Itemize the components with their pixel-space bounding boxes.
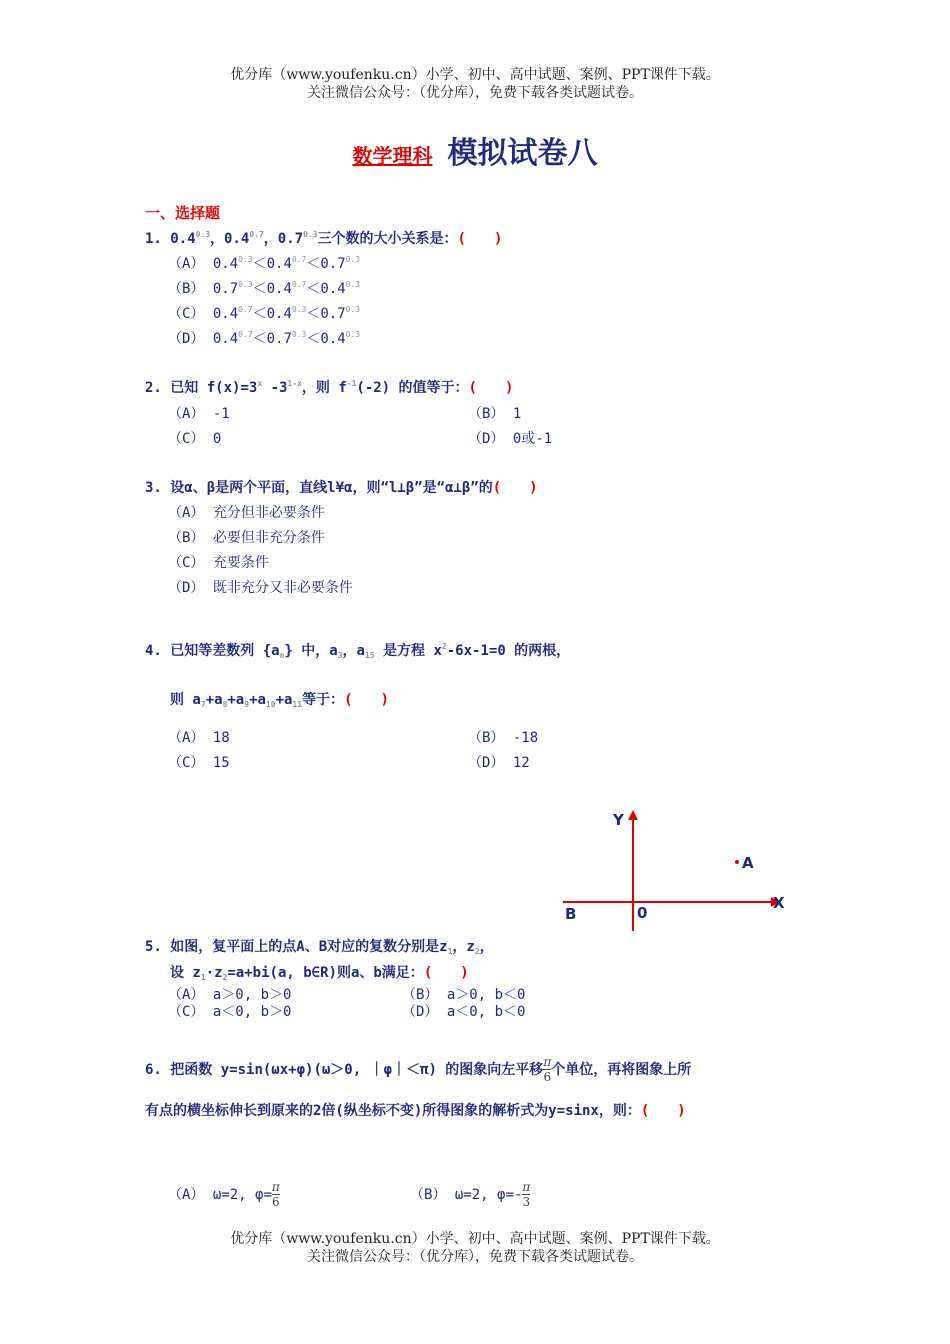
q4-option-c: （C） 15 [168,755,230,771]
q1-option-b: （B） $0.7^{0.3}<0.4^{0.7}<0.4^{0.3}$ [168,280,361,297]
q2-option-b: （B） 1 [468,406,522,422]
q4-option-b: （B） -18 [468,730,539,746]
header-line-1: 优分库（www.youfenku.cn）小学、初中、高中试题、案例、PPT课件下载。 [230,67,720,83]
q5-option-b: （B） a＞0, b＜0 [402,987,526,1003]
complex-plane-figure [555,805,795,935]
answer-blank: ( ) [492,480,538,496]
answer-blank: ( ) [457,231,503,247]
page-title [0,128,950,172]
y-axis-label: Y [613,811,624,829]
q5-stem-line-1: 5. 如图，复平面上的点A、B对应的复数分别是$z_1$，$z_2$， [145,939,494,956]
q1-stem: 1. $0.4^{0.3}$，$0.4^{0.7}$，$0.7^{0.3}$三个数的大小关系是：( ) [145,230,503,247]
q6-stem-line-2: 有点的横坐标伸长到原来的2倍(纵坐标不变)所得图象的解析式为y=sinx，则：( ) [145,1103,686,1119]
origin-label: 0 [637,904,648,922]
section-heading: 一、选择题 [145,204,221,222]
answer-blank: ( ) [423,965,469,981]
title-subject: 数学理科 [352,144,433,168]
point-a-marker [735,860,739,864]
q4-stem-line-2: 则 $a_7+a_8+a_9+a_{10}+a_{11}$等于：( ) [170,692,389,709]
q1-option-c: （C） $0.4^{0.7}<0.4^{0.3}<0.7^{0.3}$ [168,305,361,322]
q3-stem: 3. 设α、β是两个平面，直线l¥α，则“l⊥β”是“α⊥β”的( ) [145,480,538,496]
q3-option-b: （B） 必要但非充分条件 [168,530,325,546]
q6-option-a: （A） ω=2, φ= $\frac{\pi}{6}$ [168,1180,280,1209]
q3-option-d: （D） 既非充分又非必要条件 [168,580,353,596]
q5-option-a: （A） a＞0, b＞0 [168,987,292,1003]
q4-option-d: （D） 12 [468,755,530,771]
footer-line-1: 优分库（www.youfenku.cn）小学、初中、高中试题、案例、PPT课件下载。 [230,1231,720,1247]
point-a-label: A [742,854,754,872]
header-line-2: 关注微信公众号：（优分库），免费下载各类试题试卷。 [307,85,643,101]
fraction-pi-over-6: $\frac{\pi}{6}$ [543,1055,552,1084]
q1-option-a: （A） $0.4^{0.3}<0.4^{0.7}<0.7^{0.3}$ [168,255,361,272]
q5-option-d: （D） a＜0, b＜0 [402,1004,526,1020]
q6-stem-line-1: 6. 把函数 y=sin(ωx+φ)(ω＞0, ｜φ｜＜π) 的图象向左平移 $\frac{\pi}{6}$ 个单位，再将图象上所 [145,1055,692,1084]
fraction-pi-over-3: $\frac{\pi}{3}$ [522,1180,531,1209]
q3-option-a: （A） 充分但非必要条件 [168,505,325,521]
q6-option-b: （B） ω=2, φ=- $\frac{\pi}{3}$ [410,1180,531,1209]
answer-blank: ( ) [344,692,389,708]
footer-line-2: 关注微信公众号：（优分库），免费下载各类试题试卷。 [307,1249,643,1265]
q5-stem-line-2: 设 $z_1\cdot z_2=a+bi(a$, b∈R)则a、b满足：( ) [170,965,469,982]
point-b-label: B [565,905,577,923]
q2-option-d: （D） 0或-1 [468,431,553,447]
answer-blank: ( ) [468,380,514,396]
q4-option-a: （A） 18 [168,730,230,746]
y-axis-arrow [628,810,638,820]
q2-option-a: （A） -1 [168,406,230,422]
q2-option-c: （C） 0 [168,431,222,447]
title-main: 模拟试卷八 [447,136,598,171]
fraction-pi-over-6: $\frac{\pi}{6}$ [271,1180,280,1209]
q4-stem-line-1: 4. 已知等差数列 $\{a_n\}$ 中，$a_3$，$a_{15}$ 是方程 $x^2-6x-1=0$ 的两根， [145,642,571,660]
q2-stem: 2. 已知 $f(x)=3^x$ -3$^{1-x}$，则 $f^{-1}(-2)$ 的值等于：( ) [145,379,514,396]
q3-option-c: （C） 充要条件 [168,555,269,571]
q1-option-d: （D） $0.4^{0.7}<0.7^{0.3}<0.4^{0.3}$ [168,330,361,347]
q5-option-c: （C） a＜0, b＞0 [168,1004,292,1020]
answer-blank: ( ) [640,1103,686,1119]
x-axis-label: X [773,894,785,912]
